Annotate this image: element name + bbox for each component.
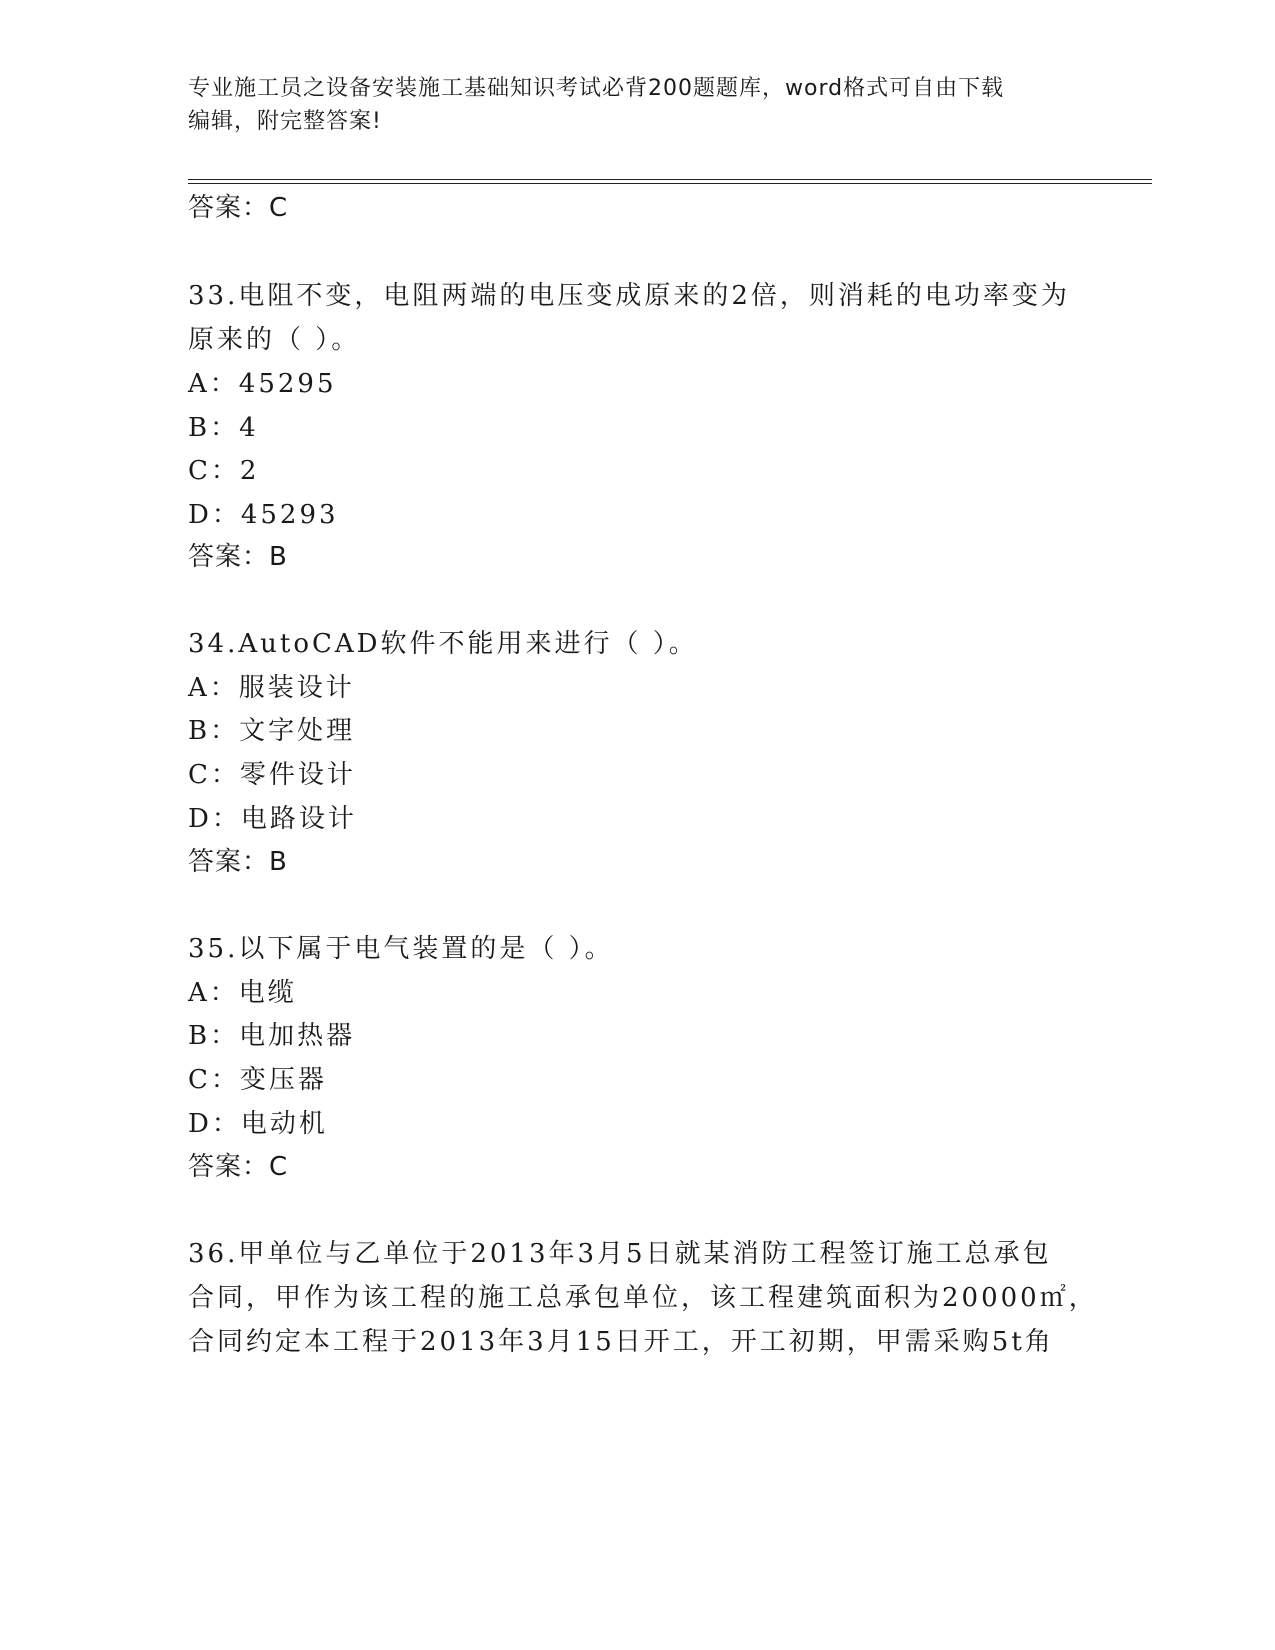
q35-stem-line-1: 35.以下属于电气装置的是（ ）。 [188, 934, 614, 964]
q36-stem-line-2: 合同，甲作为该工程的施工总承包单位，该工程建筑面积为20000㎡， [188, 1283, 1098, 1313]
q34-option-b: B：文字处理 [188, 716, 356, 746]
q35-option-c: C：变压器 [188, 1065, 327, 1095]
header-line-2: 编辑，附完整答案! [188, 109, 382, 134]
header-rule-top [188, 179, 1152, 180]
q35-option-b: B：电加热器 [188, 1021, 356, 1051]
q36-stem-line-1: 36.甲单位与乙单位于2013年3月5日就某消防工程签订施工总承包 [188, 1239, 1052, 1269]
header-rule-bottom [188, 183, 1152, 184]
q34-option-d: D：电路设计 [188, 804, 357, 834]
answer-previous: 答案：C [188, 193, 289, 223]
q33-option-b: B：4 [188, 413, 259, 443]
q35-option-a: A：电缆 [188, 978, 297, 1008]
q34-option-a: A：服装设计 [188, 673, 355, 703]
document-header [188, 72, 1068, 138]
header-line-1: 专业施工员之设备安装施工基础知识考试必背200题题库，word格式可自由下载 [188, 76, 1005, 101]
q34-stem-line-1: 34.AutoCAD软件不能用来进行（ ）。 [188, 629, 698, 659]
q33-option-d: D：45293 [188, 500, 339, 530]
q33-stem-line-1: 33.电阻不变，电阻两端的电压变成原来的2倍，则消耗的电功率变为 [188, 281, 1070, 311]
q33-option-a: A：45295 [188, 369, 337, 399]
q33-stem-line-2: 原来的（ ）。 [188, 325, 361, 355]
q36-stem-line-3: 合同约定本工程于2013年3月15日开工，开工初期，甲需采购5t角 [188, 1327, 1054, 1357]
q35-answer: 答案：C [188, 1152, 289, 1182]
q34-answer: 答案：B [188, 847, 288, 877]
q33-answer: 答案：B [188, 542, 288, 572]
q34-option-c: C：零件设计 [188, 760, 356, 790]
q35-option-d: D：电动机 [188, 1109, 328, 1139]
q33-option-c: C：2 [188, 456, 260, 486]
